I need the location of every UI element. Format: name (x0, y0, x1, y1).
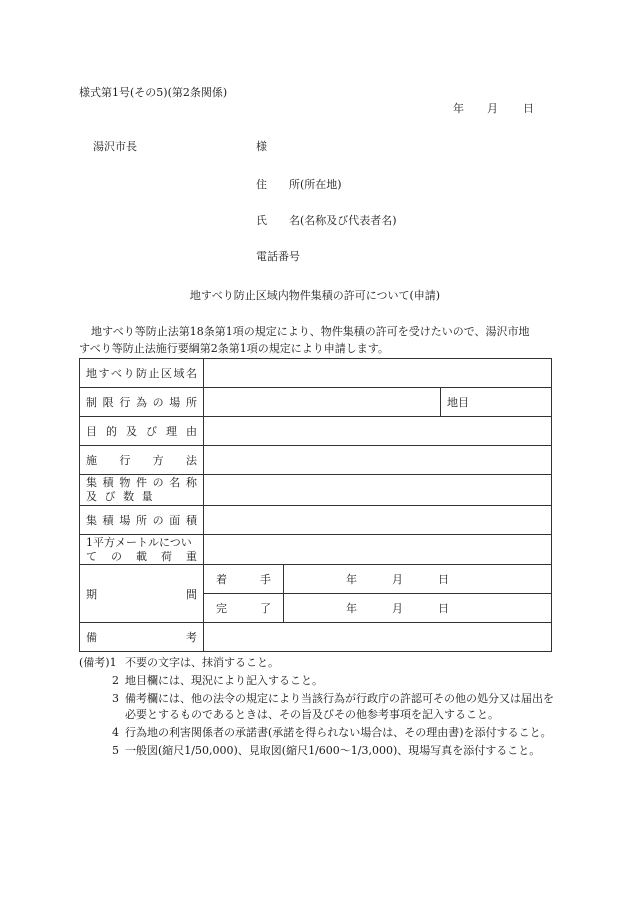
label-period-start: 着 手 (204, 565, 284, 594)
table-row (80, 417, 552, 446)
label-location: 制 限 行 為 の 場 所 (80, 388, 204, 417)
value-purpose[interactable] (204, 417, 552, 446)
note-item: 2 地目欄には、現況により記入すること。 (112, 674, 323, 687)
document-title: 地すべり防止区域内物件集積の許可について(申請) (189, 289, 441, 302)
applicant-name-char1: 氏 (256, 214, 267, 227)
table-row (80, 623, 552, 652)
applicant-name-label: 名(名称及び代表者名) (289, 214, 397, 227)
body-line-1: 地すべり等防止法第18条第1項の規定により、物件集積の許可を受けたいので、湯沢市地 (91, 325, 530, 338)
date-month: 月 (487, 102, 498, 115)
addressee-honorific: 様 (256, 140, 267, 153)
label-remarks: 備 考 (80, 623, 204, 652)
value-area-size[interactable] (204, 506, 552, 535)
addressee-name: 湯沢市長 (93, 140, 137, 153)
end-year: 年 (346, 602, 357, 615)
table-row (80, 446, 552, 475)
label-period-end: 完 了 (204, 594, 284, 623)
table-row (80, 535, 552, 565)
value-method[interactable] (204, 446, 552, 475)
start-year: 年 (346, 573, 357, 586)
applicant-phone-label: 電話番号 (256, 250, 300, 263)
note-item: 4 行為地の利害関係者の承諾書(承諾を得られない場合は、その理由書)を添付すること。 (112, 726, 552, 739)
notes-section (79, 655, 559, 759)
value-items[interactable] (204, 475, 552, 506)
label-purpose: 目 的 及 び 理 由 (80, 417, 204, 446)
table-row (80, 359, 552, 388)
label-area-name: 地 す べ り 防 止 区 域 名 (80, 359, 204, 388)
label-items: 集 積 物 件 の 名 称 及 び 数 量 (80, 475, 204, 506)
applicant-address-char1: 住 (256, 178, 267, 191)
value-load[interactable] (204, 535, 552, 565)
table-row (80, 506, 552, 535)
label-period: 期 間 (80, 565, 204, 623)
applicant-address-label: 所(所在地) (289, 178, 342, 191)
start-day: 日 (438, 573, 449, 586)
value-period-start[interactable] (284, 565, 552, 594)
value-area-name[interactable] (204, 359, 552, 388)
note-item: (備考)1 不要の文字は、抹消すること。 (79, 656, 279, 669)
note-item: 5 一般図(縮尺1/50,000)、見取図(縮尺1/600～1/3,000)、現場写真を添付すること。 (112, 744, 541, 757)
table-row (80, 565, 552, 594)
label-load: 1平方メートルについ て の 載 荷 重 (80, 535, 204, 565)
table-row (80, 388, 552, 417)
label-area-size: 集 積 場 所 の 面 積 (80, 506, 204, 535)
body-line-2: すべり等防止法施行要綱第2条第1項の規定により申請します。 (79, 342, 389, 355)
value-remarks[interactable] (204, 623, 552, 652)
form-number: 様式第1号(その5)(第2条関係) (79, 86, 228, 99)
date-year: 年 (453, 102, 464, 115)
end-day: 日 (438, 602, 449, 615)
note-item: 3 備考欄には、他の法令の規定により当該行為が行政庁の許認可その他の処分又は届出を必要とするものであるときは、その旨及びその他参考事項を記入すること。 (112, 692, 554, 721)
label-land-category: 地目 (441, 388, 552, 417)
application-table (79, 358, 552, 652)
label-method: 施 行 方 法 (80, 446, 204, 475)
date-day: 日 (523, 102, 534, 115)
end-month: 月 (392, 602, 403, 615)
table-row (80, 475, 552, 506)
value-period-end[interactable] (284, 594, 552, 623)
value-location[interactable] (204, 388, 441, 417)
start-month: 月 (392, 573, 403, 586)
